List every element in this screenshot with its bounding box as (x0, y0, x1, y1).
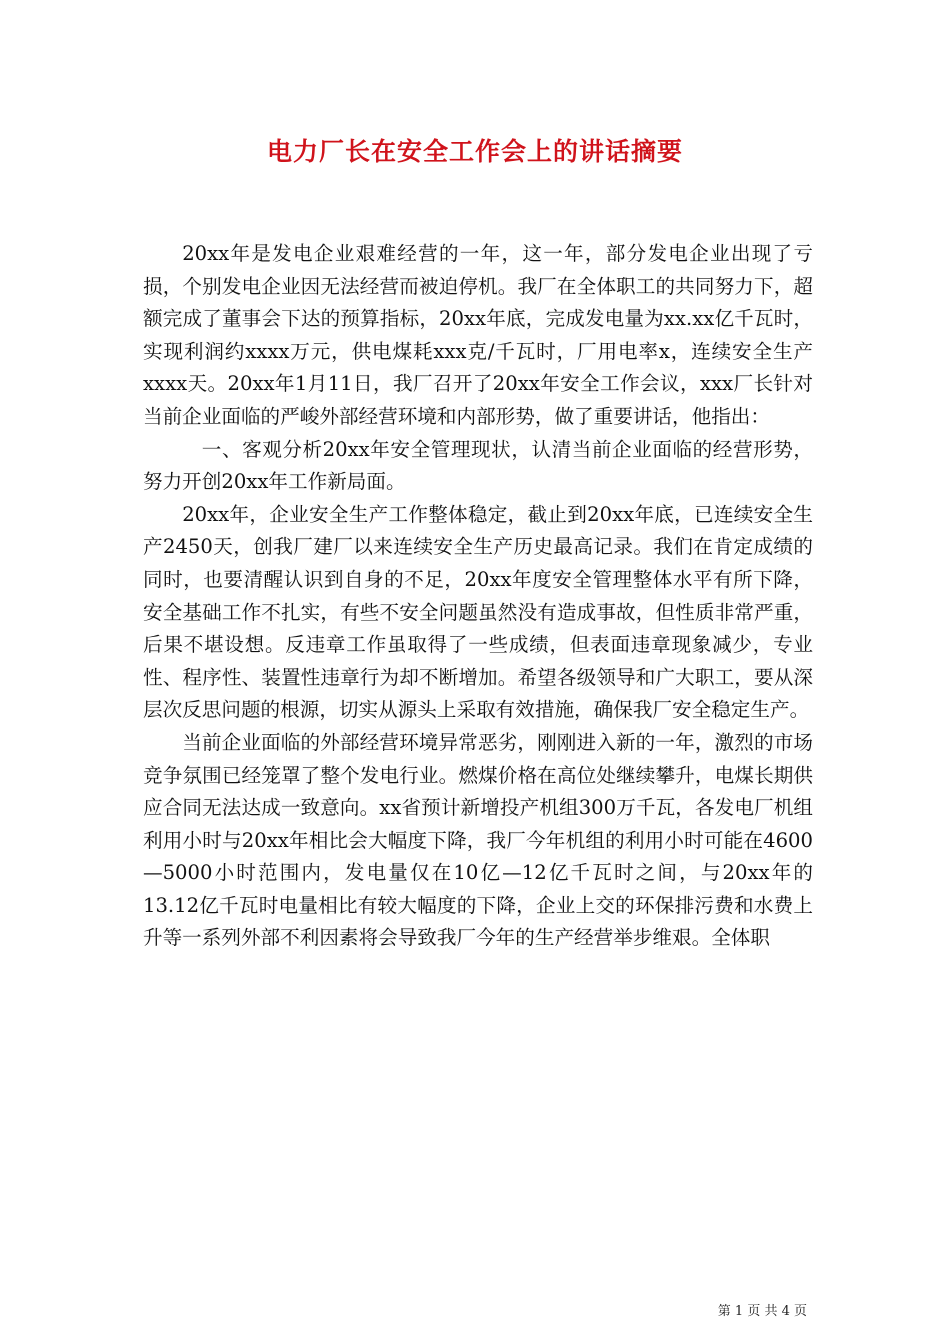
paragraph-intro: 20xx年是发电企业艰难经营的一年，这一年，部分发电企业出现了亏损，个别发电企业因无法经营而被迫停机。我厂在全体职工的共同努力下，超额完成了董事会下达的预算指标，20xx年底，完成发电量为xx.xx亿千瓦时，实现利润约xxxx万元，供电煤耗xxx克/千瓦时，厂用电率x，连续安全生产xxxx天。20xx年1月11日，我厂召开了20xx年安全工作会议，xxx厂长针对当前企业面临的严峻外部经营环境和内部形势，做了重要讲话，他指出： (143, 242, 813, 428)
paragraph-external-environment: 当前企业面临的外部经营环境异常恶劣，刚刚进入新的一年，激烈的市场竞争氛围已经笼罩了整个发电行业。燃煤价格在高位处继续攀升，电煤长期供应合同无法达成一致意向。xx省预计新增投产机组300万千瓦，各发电厂机组利用小时与20xx年相比会大幅度下降，我厂今年机组的利用小时可能在4600—5000小时范围内，发电量仅在10亿—12亿千瓦时之间，与20xx年的13.12亿千瓦时电量相比有较大幅度的下降，企业上交的环保排污费和水费上升等一系列外部不利因素将会导致我厂今年的生产经营举步维艰。全体职 (143, 730, 813, 950)
document-body (143, 238, 813, 955)
document-title: 电力厂长在安全工作会上的讲话摘要 (266, 137, 683, 166)
page-number-footer: 第 1 页 共 4 页 (717, 1304, 807, 1319)
paragraph-safety-status: 20xx年，企业安全生产工作整体稳定，截止到20xx年底，已连续安全生产2450天，创我厂建厂以来连续安全生产历史最高记录。我们在肯定成绩的同时，也要清醒认识到自身的不足，20xx年度安全管理整体水平有所下降，安全基础工作不扎实，有些不安全问题虽然没有造成事故，但性质非常严重，后果不堪设想。反违章工作虽取得了一些成绩，但表面违章现象减少，专业性、程序性、装置性违章行为却不断增加。希望各级领导和广大职工，要从深层次反思问题的根源，切实从源头上采取有效措施，确保我厂安全稳定生产。 (143, 502, 813, 722)
paragraph-section-heading: 一、客观分析20xx年安全管理现状，认清当前企业面临的经营形势，努力开创20xx年工作新局面。 (143, 437, 813, 494)
